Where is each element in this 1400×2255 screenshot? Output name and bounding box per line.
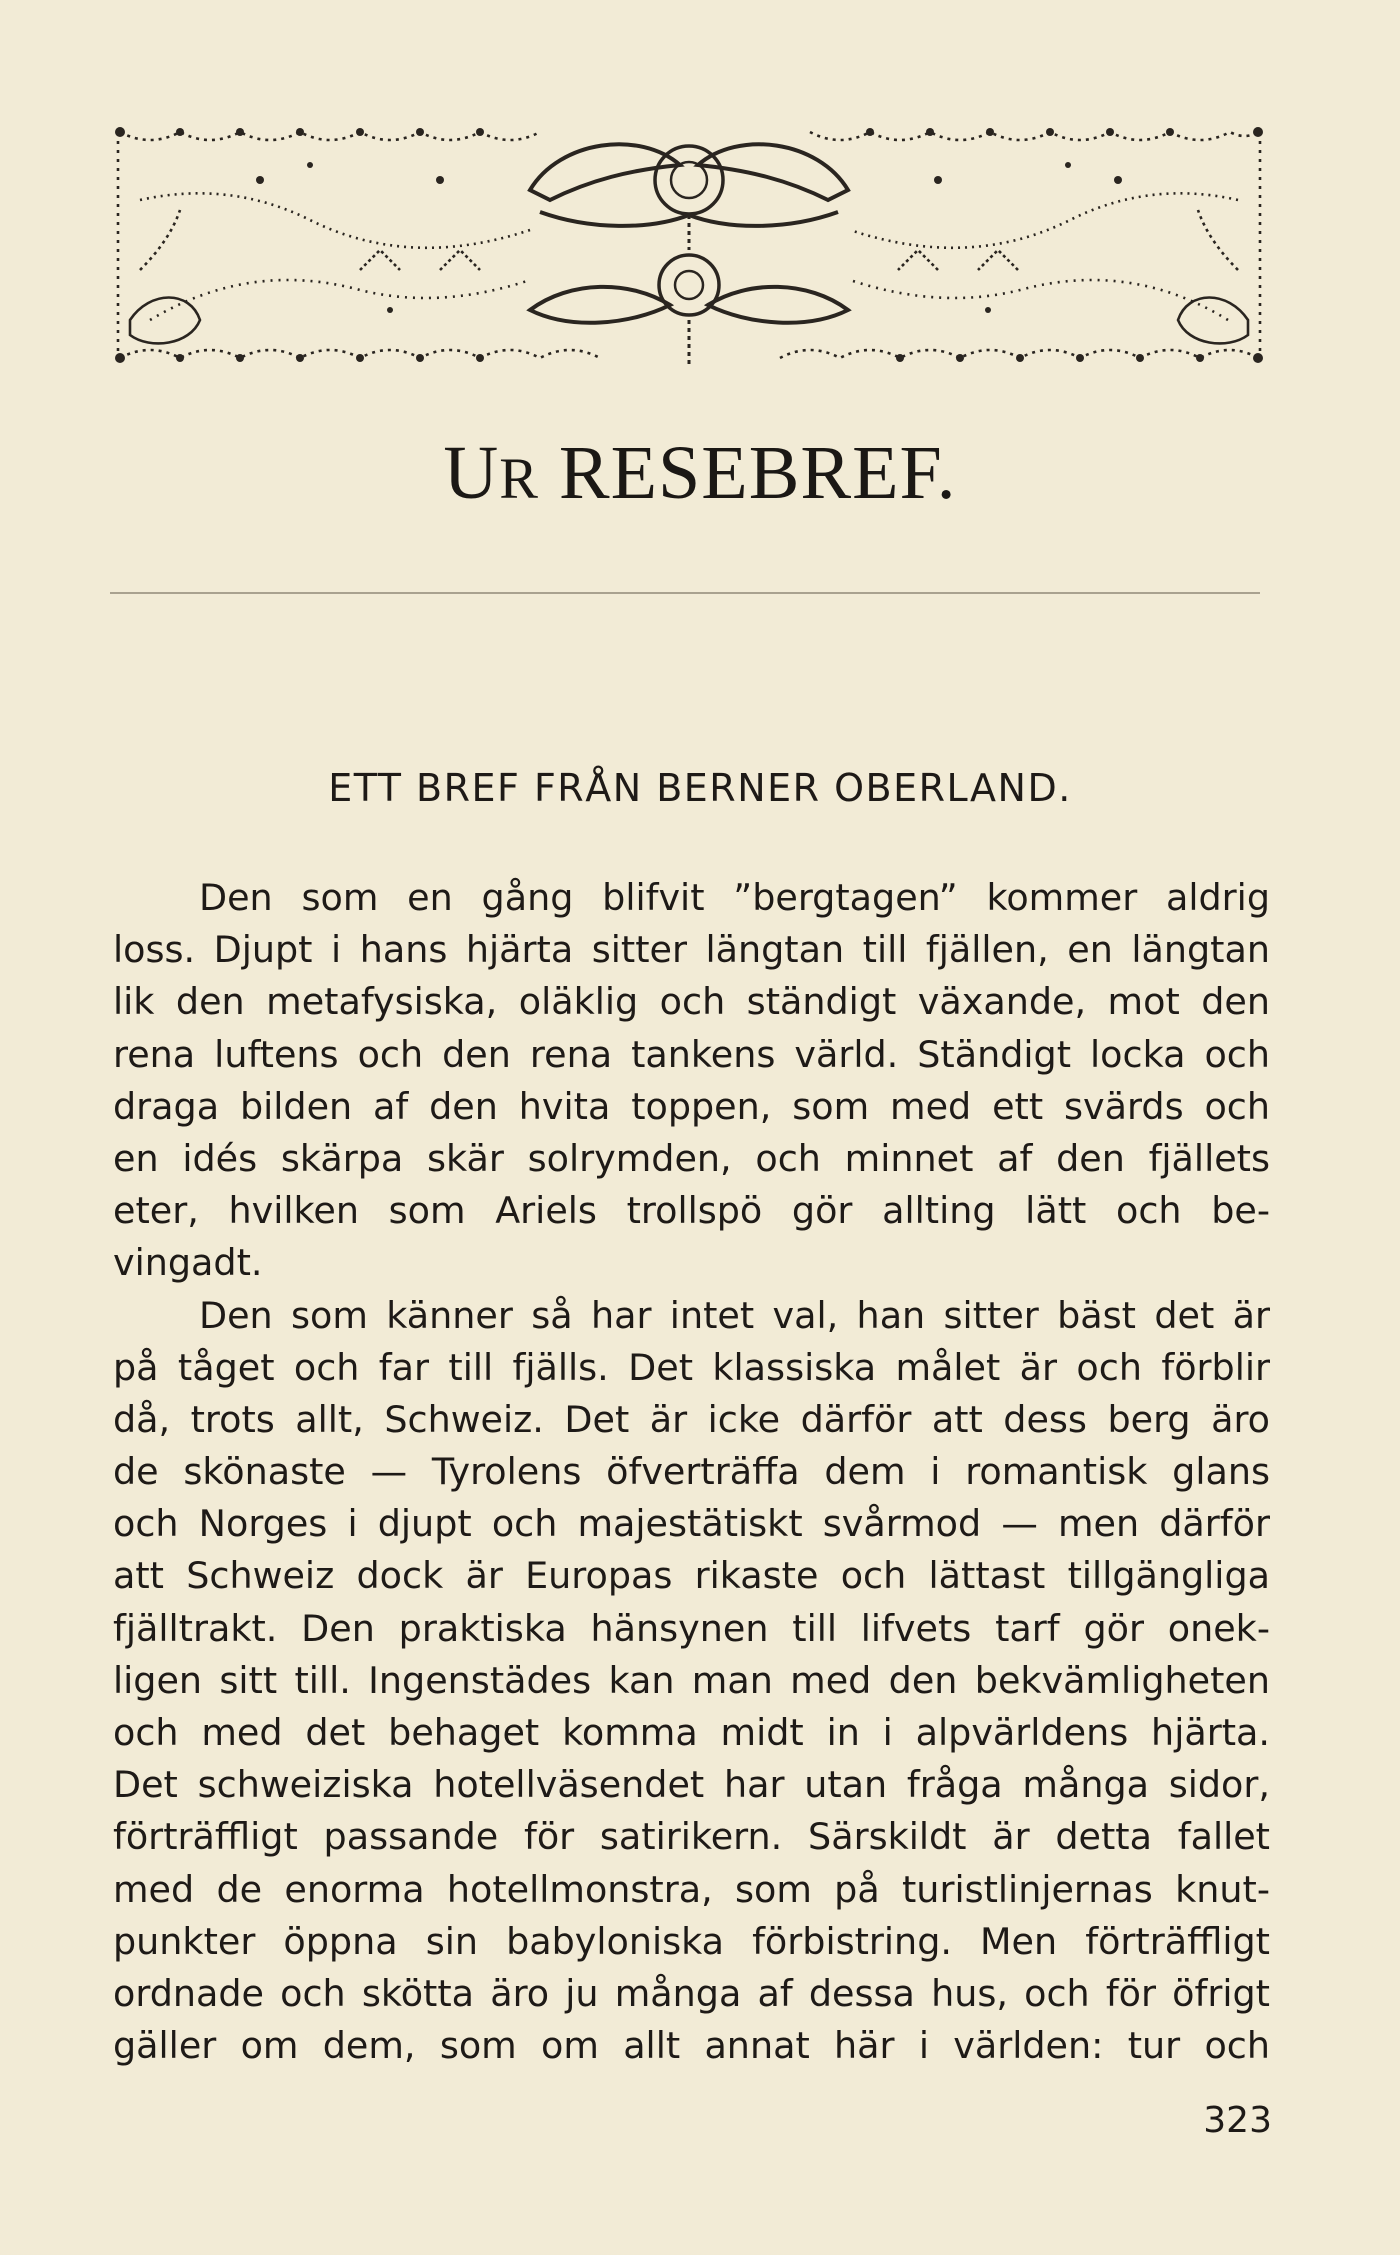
text-line: att Schweiz dock är Europas rikaste och lättast tillgängliga <box>113 1554 1270 1598</box>
section-heading: ETT BREF FRÅN BERNER OBERLAND. <box>328 766 1072 810</box>
page-title <box>0 430 1400 517</box>
art-nouveau-header-ornament <box>110 120 1268 374</box>
text-line: ordnade och skötta äro ju många af dessa hus, och för öfrigt <box>113 1971 1270 2015</box>
text-line: eter, hvilken som Ariels trollspö gör allting lätt och be- <box>113 1189 1270 1233</box>
text-line: och Norges i djupt och majestätiskt svårmod — men därför <box>113 1502 1270 1546</box>
text-line: rena luftens och den rena tankens värld. Ständigt locka och <box>113 1032 1270 1076</box>
article-body <box>113 872 1270 2072</box>
text-line: punkter öppna sin babyloniska förbistring. Men förträffligt <box>113 1919 1270 1963</box>
page-number: 323 <box>1203 2100 1272 2141</box>
text-line: fjälltrakt. Den praktiska hänsynen till lifvets tarf gör onek- <box>113 1606 1270 1650</box>
title-main: RESEBREF. <box>538 431 957 515</box>
text-line: lik den metafysiska, oläklig och ständigt växande, mot den <box>113 980 1270 1024</box>
title-initial: U <box>443 431 500 515</box>
text-line: en idés skärpa skär solrymden, och minnet af den fjällets <box>113 1136 1270 1180</box>
title-initial-smallcaps: R <box>499 446 539 511</box>
text-line: draga bilden af den hvita toppen, som med ett svärds och <box>113 1084 1270 1128</box>
text-line: då, trots allt, Schweiz. Det är icke därför att dess berg äro <box>113 1397 1270 1441</box>
text-line: loss. Djupt i hans hjärta sitter längtan till fjällen, en längtan <box>113 928 1270 972</box>
text-line: ligen sitt till. Ingenstädes kan man med den bekvämligheten <box>113 1658 1270 1702</box>
text-line: vingadt. <box>113 1241 263 1285</box>
text-line: på tåget och far till fjälls. Det klassiska målet är och förblir <box>113 1345 1270 1389</box>
text-line: med de enorma hotellmonstra, som på turistlinjernas knut- <box>113 1867 1270 1911</box>
text-line: förträffligt passande för satirikern. Särskildt är detta fallet <box>113 1815 1270 1859</box>
title-divider <box>110 592 1260 594</box>
text-line: Den som känner så har intet val, han sitter bäst det är <box>199 1293 1270 1337</box>
text-line: och med det behaget komma midt in i alpvärldens hjärta. <box>113 1711 1270 1754</box>
text-line: Det schweiziska hotellväsendet har utan fråga många sidor, <box>113 1763 1270 1807</box>
text-line: Den som en gång blifvit ”bergtagen” kommer aldrig <box>199 876 1270 919</box>
text-line: de skönaste — Tyrolens öfverträffa dem i romantisk glans <box>113 1450 1270 1494</box>
text-line: gäller om dem, som om allt annat här i världen: tur och <box>113 2024 1270 2068</box>
